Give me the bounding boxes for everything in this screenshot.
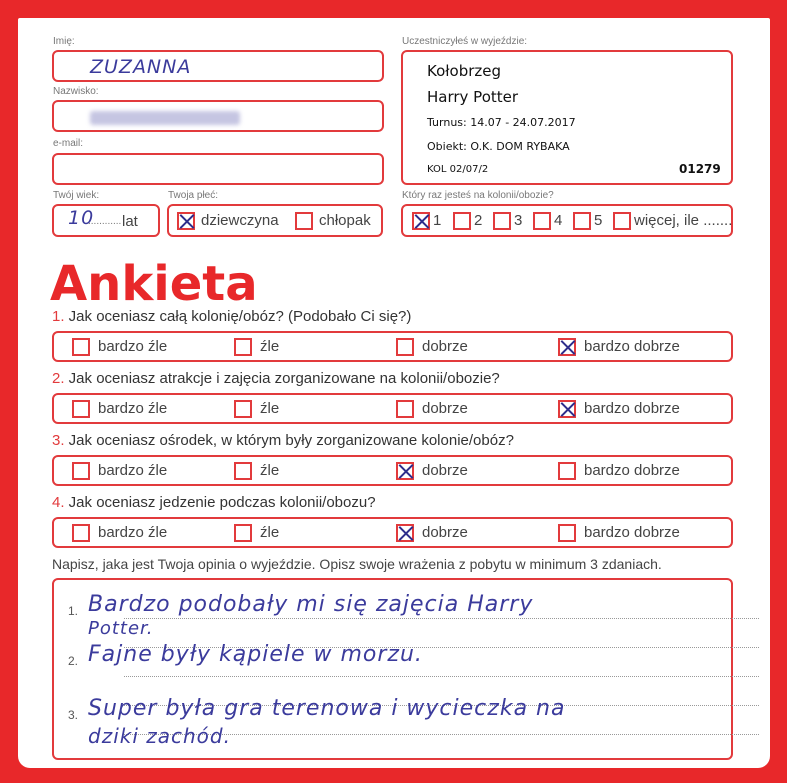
q2-bardzo-zle-label: bardzo źle [98,400,168,417]
answer-3-number: 3. [68,708,79,722]
q3-dobrze-label: dobrze [422,462,468,479]
answer-line-1: Bardzo podobały mi się zajęcia Harry [88,592,534,617]
q4-dobrze-checkbox[interactable] [396,524,414,542]
ruled-line [124,676,759,677]
q1-dobrze-checkbox[interactable] [396,338,414,356]
trip-number: 01279 [679,162,721,176]
age-field[interactable] [52,204,160,237]
redacted-surname [90,111,240,125]
survey-title: Ankieta [50,256,258,312]
q4-bardzo-zle-label: bardzo źle [98,524,168,541]
answer-line-2: Potter. [88,618,154,639]
question-3-text: Jak oceniasz ośrodek, w którym były zorganizowane kolonie/obóz? [64,432,514,449]
times-4-label: 4 [554,212,563,229]
trip-program: Harry Potter [427,88,519,106]
times-1-label: 1 [433,212,442,229]
q2-bardzo-zle-checkbox[interactable] [72,400,90,418]
times-label: Który raz jesteś na kolonii/obozie? [402,190,554,201]
q1-bardzo-dobrze-checkbox[interactable] [558,338,576,356]
answer-line-5: dziki zachód. [88,724,231,748]
female-checkbox[interactable] [177,212,195,230]
q4-zle-label: źle [260,524,280,541]
times-2-label: 2 [474,212,483,229]
q4-zle-checkbox[interactable] [234,524,252,542]
times-3-label: 3 [514,212,523,229]
times-5-checkbox[interactable] [573,212,591,230]
email-field[interactable] [52,153,384,185]
question-3-scale [52,455,733,486]
question-2-text: Jak oceniasz atrakcje i zajęcia zorganizowane na kolonii/obozie? [64,370,500,387]
gender-field [167,204,383,237]
question-2-scale [52,393,733,424]
question-3-number: 3. [52,432,65,449]
question-1 [52,308,411,325]
q3-bardzo-zle-label: bardzo źle [98,462,168,479]
question-4-scale [52,517,733,548]
age-label: Twój wiek: [53,190,100,201]
gender-label: Twoja płeć: [168,190,219,201]
answer-2-number: 2. [68,654,79,668]
q3-zle-label: źle [260,462,280,479]
q2-dobrze-checkbox[interactable] [396,400,414,418]
answer-1-number: 1. [68,604,79,618]
male-checkbox[interactable] [295,212,313,230]
question-1-scale [52,331,733,362]
times-5-label: 5 [594,212,603,229]
q2-dobrze-label: dobrze [422,400,468,417]
answer-line-3: Fajne były kąpiele w morzu. [88,642,423,667]
q3-bardzo-dobrze-label: bardzo dobrze [584,462,680,479]
question-4-number: 4. [52,494,65,511]
ruled-line [124,618,759,619]
name-label: Imię: [53,36,75,47]
times-more-label: więcej, ile ....... [634,212,733,229]
question-2 [52,370,500,387]
trip-obiekt: Obiekt: O.K. DOM RYBAKA [427,140,570,153]
age-value: 10 [68,207,95,229]
trip-turnus: Turnus: 14.07 - 24.07.2017 [427,116,576,129]
opinion-textarea[interactable] [52,578,733,760]
q1-bardzo-zle-label: bardzo źle [98,338,168,355]
opinion-prompt: Napisz, jaka jest Twoja opinia o wyjeździe. Opisz swoje wrażenia z pobytu w minimum 3 zdaniach. [52,556,662,572]
q1-zle-checkbox[interactable] [234,338,252,356]
q1-dobrze-label: dobrze [422,338,468,355]
question-1-text: Jak oceniasz całą kolonię/obóz? (Podobało Ci się?) [64,308,412,325]
name-field[interactable] [52,50,384,82]
times-field [401,204,733,237]
q1-bardzo-zle-checkbox[interactable] [72,338,90,356]
q3-bardzo-zle-checkbox[interactable] [72,462,90,480]
q3-zle-checkbox[interactable] [234,462,252,480]
times-more-checkbox[interactable] [613,212,631,230]
q4-dobrze-label: dobrze [422,524,468,541]
email-label: e-mail: [53,138,84,149]
surname-field[interactable] [52,100,384,132]
trip-info-box [401,50,733,185]
q2-zle-label: źle [260,400,280,417]
female-option-label: dziewczyna [201,212,279,229]
times-1-checkbox[interactable] [412,212,430,230]
question-1-number: 1. [52,308,65,325]
trip-code: KOL 02/07/2 [427,164,489,175]
question-2-number: 2. [52,370,65,387]
name-value: ZUZANNA [90,56,192,78]
q3-dobrze-checkbox[interactable] [396,462,414,480]
q4-bardzo-zle-checkbox[interactable] [72,524,90,542]
q4-bardzo-dobrze-label: bardzo dobrze [584,524,680,541]
q2-zle-checkbox[interactable] [234,400,252,418]
answer-line-4: Super była gra terenowa i wycieczka na [88,696,566,721]
q4-bardzo-dobrze-checkbox[interactable] [558,524,576,542]
trip-label: Uczestniczyłeś w wyjeździe: [402,36,528,47]
question-4 [52,494,376,511]
age-dots: ............ [88,216,122,227]
trip-city: Kołobrzeg [427,62,502,80]
times-2-checkbox[interactable] [453,212,471,230]
times-3-checkbox[interactable] [493,212,511,230]
survey-sheet [18,18,770,768]
surname-label: Nazwisko: [53,86,99,97]
question-3 [52,432,514,449]
q1-bardzo-dobrze-label: bardzo dobrze [584,338,680,355]
question-4-text: Jak oceniasz jedzenie podczas kolonii/obozu? [64,494,376,511]
age-unit: lat [122,213,138,230]
male-option-label: chłopak [319,212,371,229]
times-4-checkbox[interactable] [533,212,551,230]
q3-bardzo-dobrze-checkbox[interactable] [558,462,576,480]
q2-bardzo-dobrze-checkbox[interactable] [558,400,576,418]
q1-zle-label: źle [260,338,280,355]
q2-bardzo-dobrze-label: bardzo dobrze [584,400,680,417]
